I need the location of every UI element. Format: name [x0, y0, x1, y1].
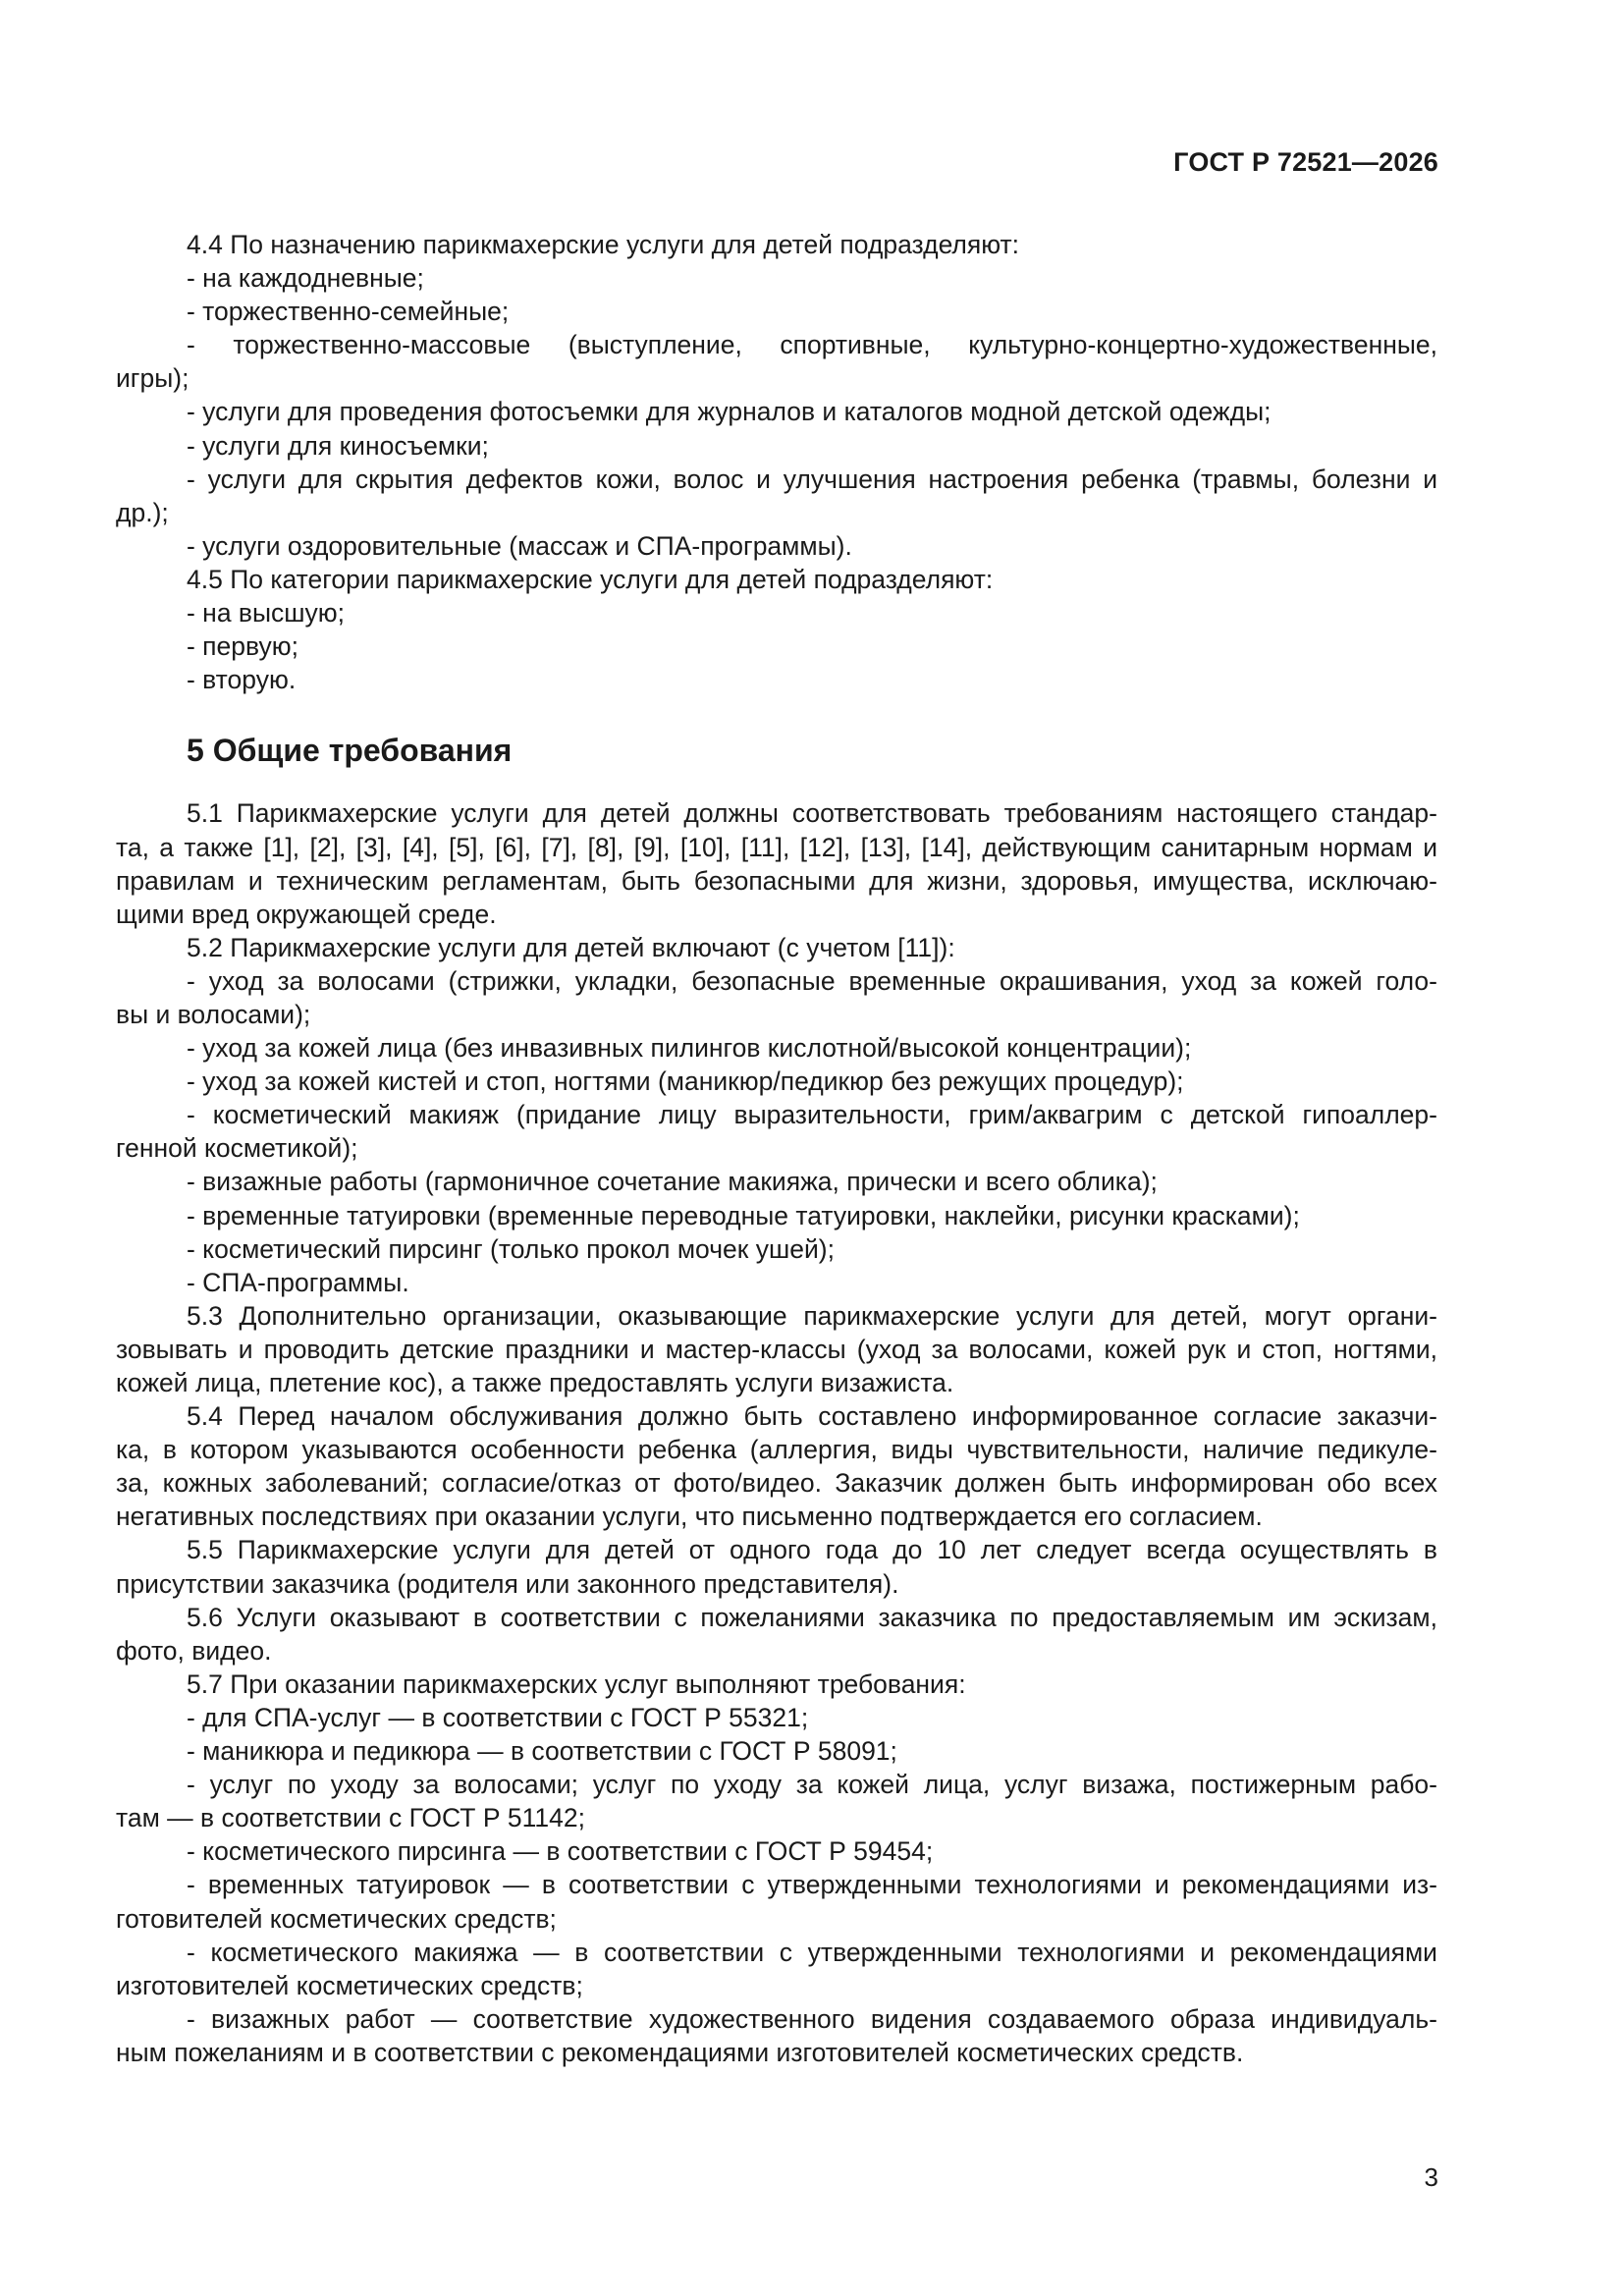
- text-line: - уход за кожей кистей и стоп, ногтями (маникюр/педикюр без режущих процедур);: [187, 1066, 1184, 1097]
- document-id-header: ГОСТ Р 72521—2026: [1173, 147, 1438, 177]
- text-line: - услуги для скрытия дефектов кожи, волос и улучшения настроения ребенка (травмы, болезни и: [187, 464, 1437, 494]
- text-line: - уход за кожей лица (без инвазивных пилингов кислотной/высокой концентрации);: [187, 1033, 1192, 1064]
- text-line: - услуги для проведения фотосъемки для журналов и каталогов модной детской одежды;: [187, 397, 1271, 427]
- text-line: - СПА-программы.: [187, 1267, 409, 1297]
- text-line: игры);: [116, 363, 189, 394]
- text-line: - вторую.: [187, 665, 297, 695]
- text-line: за, кожных заболеваний; согласие/отказ от фото/видео. Заказчик должен быть информирован обо всех: [116, 1468, 1437, 1499]
- clauses-4-4-4-5: [116, 228, 1437, 696]
- text-line: ным пожеланиям и в соответствии с рекомендациями изготовителей косметических средств.: [116, 2037, 1244, 2067]
- text-line: 5.6 Услуги оказывают в соответствии с пожеланиями заказчика по предоставляемым им эскизам,: [187, 1602, 1437, 1632]
- text-line: зовывать и проводить детские праздники и мастер-классы (уход за волосами, кожей рук и стоп, ногтями,: [116, 1334, 1437, 1364]
- text-line: - услуги оздоровительные (массаж и СПА-программы).: [187, 530, 852, 561]
- text-line: др.);: [116, 497, 169, 527]
- text-line: изготовителей косметических средств;: [116, 1970, 583, 2000]
- text-line: та, а также [1], [2], [3], [4], [5], [6], [7], [8], [9], [10], [11], [12], [13], [14], действующим санитарным нормам и: [116, 832, 1437, 862]
- document-body: [116, 228, 1437, 2069]
- text-line: фото, видео.: [116, 1635, 272, 1666]
- text-line: - временных татуировок — в соответствии с утвержденными технологиями и рекомендациями из-: [187, 1870, 1437, 1900]
- text-line: там — в соответствии с ГОСТ Р 51142;: [116, 1803, 585, 1833]
- text-line: - торжественно-семейные;: [187, 297, 510, 327]
- text-line: - косметический пирсинг (только прокол мочек ушей);: [187, 1233, 835, 1264]
- text-line: - уход за волосами (стрижки, укладки, безопасные временные окрашивания, уход за кожей голо-: [187, 965, 1437, 996]
- text-line: - визажные работы (гармоничное сочетание макияжа, прически и всего облика);: [187, 1167, 1158, 1197]
- text-line: кожей лица, плетение кос), а также предоставлять услуги визажиста.: [116, 1368, 954, 1397]
- text-line: ка, в котором указываются особенности ребенка (аллергия, виды чувствительности, наличие педикуле-: [116, 1435, 1437, 1465]
- text-line: 5.2 Парикмахерские услуги для детей включают (с учетом [11]):: [187, 932, 955, 962]
- text-line: присутствии заказчика (родителя или законного представителя).: [116, 1568, 899, 1599]
- text-line: 4.5 По категории парикмахерские услуги для детей подразделяют:: [187, 564, 994, 594]
- text-line: щими вред окружающей среде.: [116, 899, 497, 929]
- text-line: негативных последствиях при оказании услуги, что письменно подтверждается его согласием.: [116, 1502, 1263, 1532]
- text-line: - услуги для киносъемки;: [187, 430, 489, 461]
- text-line: - визажных работ — соответствие художественного видения создаваемого образа индивидуаль-: [187, 2003, 1437, 2034]
- section-5-clauses: [116, 796, 1437, 2069]
- text-line: генной косметикой);: [116, 1133, 358, 1164]
- text-line: - косметического пирсинга — в соответствии с ГОСТ Р 59454;: [187, 1836, 934, 1867]
- text-line: 5.7 При оказании парикмахерских услуг выполняют требования:: [187, 1668, 966, 1699]
- section-heading: 5 Общие требования: [187, 733, 513, 769]
- text-line: вы и волосами);: [116, 999, 311, 1029]
- text-line: 5.3 Дополнительно организации, оказывающие парикмахерские услуги для детей, могут органи-: [187, 1300, 1437, 1331]
- page-number: 3: [1424, 2162, 1438, 2192]
- text-line: - для СПА-услуг — в соответствии с ГОСТ Р 55321;: [187, 1702, 809, 1732]
- text-line: правилам и техническим регламентам, быть безопасными для жизни, здоровья, имущества, исключаю-: [116, 865, 1437, 896]
- text-line: 5.1 Парикмахерские услуги для детей должны соответствовать требованиям настоящего стандар-: [187, 798, 1437, 829]
- text-line: - временные татуировки (временные переводные татуировки, наклейки, рисунки красками);: [187, 1200, 1300, 1230]
- text-line: - маникюра и педикюра — в соответствии с ГОСТ Р 58091;: [187, 1736, 897, 1767]
- text-line: - услуг по уходу за волосами; услуг по уходу за кожей лица, услуг визажа, постижерным рабо-: [187, 1770, 1437, 1800]
- text-line: 5.4 Перед началом обслуживания должно быть составлено информированное согласие заказчи-: [187, 1401, 1437, 1432]
- text-line: - на высшую;: [187, 598, 346, 629]
- text-line: - первую;: [187, 631, 298, 662]
- text-line: готовителей косметических средств;: [116, 1903, 557, 1934]
- text-line: - торжественно-массовые (выступление, спортивные, культурно-концертно-художественные,: [187, 330, 1437, 360]
- text-line: - косметический макияж (придание лицу выразительности, грим/аквагрим с детской гипоаллер-: [187, 1100, 1437, 1130]
- text-line: - на каждодневные;: [187, 263, 424, 294]
- text-line: 5.5 Парикмахерские услуги для детей от одного года до 10 лет следует всегда осуществлять в: [187, 1535, 1437, 1565]
- text-line: - косметического макияжа — в соответствии с утвержденными технологиями и рекомендациями: [187, 1937, 1437, 1967]
- text-line: 4.4 По назначению парикмахерские услуги для детей подразделяют:: [187, 230, 1020, 259]
